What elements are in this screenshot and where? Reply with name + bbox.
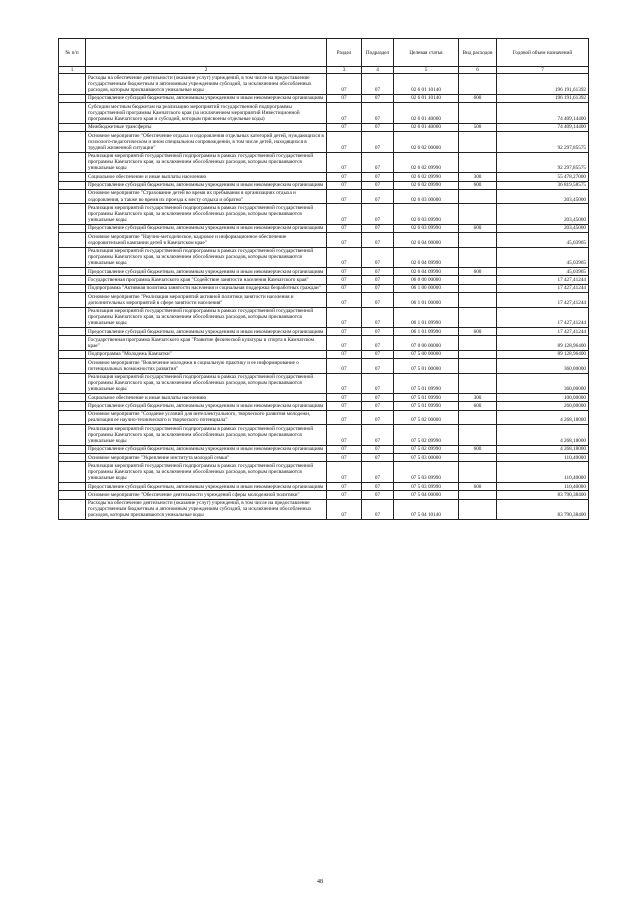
row-subsection-cell: 07	[362, 394, 394, 402]
row-section-cell: 07	[327, 394, 362, 402]
row-subsection-cell: 07	[362, 307, 394, 328]
row-subsection-cell: 07	[362, 491, 394, 499]
table-row	[59, 462, 589, 483]
row-target-cell: 07 5 03 09990	[394, 482, 459, 490]
row-amount-cell: 4 268,18000	[497, 410, 589, 424]
row-name-cell: Реализация мероприятий государственной подпрограммы в рамках государственной государственной программы Камчатского края, за исключением обособленных расходов, которым присваиваются уникальные коды	[86, 462, 327, 483]
row-expense-type-cell: 300	[459, 394, 497, 402]
table-row	[59, 132, 589, 153]
row-amount-cell: 110,40000	[497, 454, 589, 462]
row-amount-cell: 74 409,14400	[497, 103, 589, 124]
row-amount-cell: 89 128,96400	[497, 350, 589, 358]
row-number-cell	[59, 359, 86, 373]
row-subsection-cell: 07	[362, 173, 394, 181]
row-amount-cell: 110,40000	[497, 482, 589, 490]
row-target-cell: 07 5 03 00000	[394, 454, 459, 462]
row-number-cell	[59, 204, 86, 225]
header-target: Целевая статья	[394, 39, 459, 67]
row-subsection-cell: 07	[362, 328, 394, 336]
table-row	[59, 491, 589, 499]
index-cell: 2	[86, 67, 327, 74]
row-target-cell: 06 1 01 00000	[394, 293, 459, 307]
row-name-cell: Реализация мероприятий государственной подпрограммы в рамках государственной государственной программы Камчатского края, за исключением обособленных расходов, которым присваиваются уникальные коды	[86, 247, 327, 268]
row-amount-cell: 74 409,14400	[497, 123, 589, 131]
row-name-cell: Социальное обеспечение и иные выплаты населению	[86, 173, 327, 181]
row-expense-type-cell: 600	[459, 224, 497, 232]
row-target-cell: 02 6 04 09990	[394, 247, 459, 268]
row-name-cell: Реализация мероприятий государственной подпрограммы в рамках государственной государственной программы Камчатского края, за исключением обособленных расходов, которым присваиваются уникальные коды	[86, 204, 327, 225]
row-target-cell: 02 6 03 00000	[394, 189, 459, 203]
row-subsection-cell: 07	[362, 425, 394, 446]
row-target-cell: 02 6 04 00000	[394, 233, 459, 247]
row-section-cell: 07	[327, 482, 362, 490]
row-target-cell: 07 5 01 09990	[394, 373, 459, 394]
row-expense-type-cell	[459, 462, 497, 483]
row-number-cell	[59, 499, 86, 520]
row-name-cell: Государственная программа Камчатского края "Развитие физической культуры и спорта в Камчатском крае"	[86, 336, 327, 350]
table-row	[59, 152, 589, 173]
row-amount-cell: 45,03965	[497, 233, 589, 247]
table-row	[59, 402, 589, 410]
row-amount-cell: 196 191,61392	[497, 94, 589, 102]
row-section-cell: 07	[327, 233, 362, 247]
header-section: Раздел	[327, 39, 362, 67]
budget-table	[58, 38, 589, 520]
row-section-cell: 07	[327, 359, 362, 373]
index-cell: 4	[362, 67, 394, 74]
row-expense-type-cell: 500	[459, 123, 497, 131]
row-number-cell	[59, 103, 86, 124]
row-number-cell	[59, 350, 86, 358]
row-section-cell: 07	[327, 247, 362, 268]
table-row	[59, 373, 589, 394]
row-expense-type-cell	[459, 491, 497, 499]
row-target-cell: 07 5 01 09990	[394, 394, 459, 402]
row-number-cell	[59, 268, 86, 276]
row-amount-cell: 203,45000	[497, 204, 589, 225]
row-name-cell: Реализация мероприятий государственной подпрограммы в рамках государственной государственной программы Камчатского края, за исключением обособленных расходов, которым присваиваются уникальные коды	[86, 425, 327, 446]
row-number-cell	[59, 233, 86, 247]
row-subsection-cell: 07	[362, 373, 394, 394]
row-target-cell: 02 6 01 10140	[394, 74, 459, 95]
row-subsection-cell: 07	[362, 276, 394, 284]
row-number-cell	[59, 454, 86, 462]
table-row	[59, 276, 589, 284]
row-expense-type-cell	[459, 204, 497, 225]
row-subsection-cell: 07	[362, 233, 394, 247]
row-name-cell: Социальное обеспечение и иные выплаты населению	[86, 394, 327, 402]
table-row	[59, 284, 589, 292]
index-cell: 7	[497, 67, 589, 74]
row-target-cell: 07 5 00 00000	[394, 350, 459, 358]
row-section-cell: 07	[327, 491, 362, 499]
table-row	[59, 123, 589, 131]
row-subsection-cell: 07	[362, 350, 394, 358]
header-row	[59, 39, 589, 67]
row-name-cell: Реализация мероприятий государственной подпрограммы в рамках государственной государственной программы Камчатского края, за исключением обособленных расходов, которым присваиваются уникальные коды	[86, 373, 327, 394]
row-section-cell: 07	[327, 276, 362, 284]
row-target-cell: 07 0 00 00000	[394, 336, 459, 350]
row-number-cell	[59, 94, 86, 102]
row-number-cell	[59, 276, 86, 284]
row-section-cell: 07	[327, 454, 362, 462]
row-amount-cell: 360,00000	[497, 373, 589, 394]
table-row	[59, 247, 589, 268]
row-subsection-cell: 07	[362, 103, 394, 124]
row-expense-type-cell	[459, 189, 497, 203]
row-section-cell: 07	[327, 284, 362, 292]
table-body	[59, 74, 589, 520]
row-expense-type-cell	[459, 276, 497, 284]
row-target-cell: 02 6 03 09990	[394, 204, 459, 225]
index-cell: 6	[459, 67, 497, 74]
row-amount-cell: 36 819,58575	[497, 181, 589, 189]
row-amount-cell: 92 297,85575	[497, 132, 589, 153]
row-name-cell: Основное мероприятие "Реализация мероприятий активной политики занятости населения и дополнительных мероприятий в сфере занятости населения"	[86, 293, 327, 307]
table-row	[59, 499, 589, 520]
table-row	[59, 425, 589, 446]
row-name-cell: Реализация мероприятий государственной подпрограммы в рамках государственной государственной программы Камчатского края, за исключением обособленных расходов, которым присваиваются уникальные коды	[86, 152, 327, 173]
row-target-cell: 02 6 03 09990	[394, 224, 459, 232]
row-section-cell: 07	[327, 350, 362, 358]
index-row	[59, 67, 589, 74]
row-expense-type-cell: 600	[459, 482, 497, 490]
row-number-cell	[59, 373, 86, 394]
row-section-cell: 07	[327, 293, 362, 307]
row-expense-type-cell: 600	[459, 402, 497, 410]
row-number-cell	[59, 336, 86, 350]
row-name-cell: Межбюджетные трансферты	[86, 123, 327, 131]
row-name-cell: Основное мероприятие "Обеспечение отдыха и оздоровления отдельных категорий детей, нуждающихся в психолого-педагогическом и ином специальном сопровождении, в том числе детей, находящихся в трудной жизненной ситуации"	[86, 132, 327, 153]
row-expense-type-cell	[459, 293, 497, 307]
row-subsection-cell: 07	[362, 204, 394, 225]
table-row	[59, 482, 589, 490]
row-name-cell: Предоставление субсидий бюджетным, автономным учреждениям и иным некоммерческим организациям	[86, 94, 327, 102]
row-subsection-cell: 07	[362, 402, 394, 410]
header-name	[86, 39, 327, 67]
table-row	[59, 394, 589, 402]
row-subsection-cell: 07	[362, 224, 394, 232]
row-name-cell: Предоставление субсидий бюджетным, автономным учреждениям и иным некоммерческим организациям	[86, 445, 327, 453]
row-section-cell: 07	[327, 74, 362, 95]
row-section-cell: 07	[327, 152, 362, 173]
row-expense-type-cell	[459, 454, 497, 462]
row-name-cell: Расходы на обеспечение деятельности (оказание услуг) учреждений, в том числе на предоставление государственным бюджетным и автономным учреждениям субсидий, за исключением обособленных расходов, которым присваиваются уникальные коды	[86, 499, 327, 520]
row-subsection-cell: 07	[362, 247, 394, 268]
row-target-cell: 07 5 02 00000	[394, 410, 459, 424]
row-subsection-cell: 07	[362, 268, 394, 276]
row-section-cell: 07	[327, 173, 362, 181]
row-name-cell: Основное мероприятие "Вовлечение молодежи в социальную практику и ее информирование о потенциальных возможностях развития"	[86, 359, 327, 373]
row-section-cell: 07	[327, 123, 362, 131]
row-name-cell: Предоставление субсидий бюджетным, автономным учреждениям и иным некоммерческим организациям	[86, 328, 327, 336]
row-expense-type-cell: 600	[459, 181, 497, 189]
row-section-cell: 07	[327, 445, 362, 453]
row-expense-type-cell: 300	[459, 173, 497, 181]
row-section-cell: 07	[327, 189, 362, 203]
row-target-cell: 07 5 03 09990	[394, 462, 459, 483]
table-row	[59, 233, 589, 247]
table-row	[59, 103, 589, 124]
row-section-cell: 07	[327, 224, 362, 232]
row-name-cell: Основное мероприятие "Научно-методическое, кадровое и информационное обеспечение оздоровительной кампании детей в Камчатском крае"	[86, 233, 327, 247]
row-number-cell	[59, 152, 86, 173]
row-amount-cell: 17 427,41244	[497, 276, 589, 284]
row-number-cell	[59, 173, 86, 181]
table-row	[59, 204, 589, 225]
table-row	[59, 454, 589, 462]
row-expense-type-cell: 600	[459, 94, 497, 102]
row-number-cell	[59, 189, 86, 203]
row-number-cell	[59, 181, 86, 189]
row-target-cell: 07 5 01 09990	[394, 402, 459, 410]
row-number-cell	[59, 425, 86, 446]
row-number-cell	[59, 247, 86, 268]
row-amount-cell: 260,00000	[497, 402, 589, 410]
table-row	[59, 94, 589, 102]
row-target-cell: 02 6 01 10140	[394, 94, 459, 102]
index-cell: 1	[59, 67, 86, 74]
row-expense-type-cell	[459, 284, 497, 292]
row-amount-cell: 110,40000	[497, 462, 589, 483]
row-expense-type-cell	[459, 350, 497, 358]
row-section-cell: 07	[327, 373, 362, 394]
table-row	[59, 359, 589, 373]
row-number-cell	[59, 284, 86, 292]
row-number-cell	[59, 307, 86, 328]
row-target-cell: 07 5 04 00000	[394, 491, 459, 499]
row-section-cell: 07	[327, 132, 362, 153]
row-amount-cell: 360,00000	[497, 359, 589, 373]
row-expense-type-cell: 600	[459, 328, 497, 336]
document-page	[58, 38, 588, 520]
row-expense-type-cell: 600	[459, 445, 497, 453]
row-subsection-cell: 07	[362, 462, 394, 483]
row-number-cell	[59, 74, 86, 95]
row-subsection-cell: 07	[362, 293, 394, 307]
row-target-cell: 02 6 02 09990	[394, 173, 459, 181]
row-expense-type-cell	[459, 373, 497, 394]
row-expense-type-cell: 600	[459, 268, 497, 276]
row-amount-cell: 83 790,38400	[497, 491, 589, 499]
row-section-cell: 07	[327, 462, 362, 483]
row-section-cell: 07	[327, 103, 362, 124]
row-number-cell	[59, 462, 86, 483]
row-section-cell: 07	[327, 425, 362, 446]
row-amount-cell: 196 191,61392	[497, 74, 589, 95]
row-section-cell: 07	[327, 268, 362, 276]
row-subsection-cell: 07	[362, 152, 394, 173]
row-section-cell: 07	[327, 94, 362, 102]
row-number-cell	[59, 132, 86, 153]
row-amount-cell: 89 128,96400	[497, 336, 589, 350]
row-amount-cell: 17 427,41244	[497, 328, 589, 336]
index-cell: 3	[327, 67, 362, 74]
row-section-cell: 07	[327, 328, 362, 336]
row-subsection-cell: 07	[362, 410, 394, 424]
table-row	[59, 445, 589, 453]
row-target-cell: 06 1 00 00000	[394, 284, 459, 292]
row-number-cell	[59, 293, 86, 307]
row-subsection-cell: 07	[362, 284, 394, 292]
row-target-cell: 07 5 04 10140	[394, 499, 459, 520]
page-number: 48	[317, 879, 323, 885]
table-row	[59, 336, 589, 350]
row-subsection-cell: 07	[362, 499, 394, 520]
row-number-cell	[59, 491, 86, 499]
row-name-cell: Расходы на обеспечение деятельности (оказание услуг) учреждений, в том числе на предоставление государственным бюджетным и автономным учреждениям субсидий, за исключением обособленных расходов, которым присваиваются уникальные коды	[86, 74, 327, 95]
header-expense-type: Вид расходов	[459, 39, 497, 67]
row-expense-type-cell	[459, 74, 497, 95]
table-row	[59, 74, 589, 95]
row-subsection-cell: 07	[362, 454, 394, 462]
row-amount-cell: 17 427,41244	[497, 293, 589, 307]
row-subsection-cell: 07	[362, 94, 394, 102]
row-name-cell: Предоставление субсидий бюджетным, автономным учреждениям и иным некоммерческим организациям	[86, 268, 327, 276]
row-name-cell: Предоставление субсидий бюджетным, автономным учреждениям и иным некоммерческим организациям	[86, 181, 327, 189]
table-row	[59, 268, 589, 276]
row-subsection-cell: 07	[362, 181, 394, 189]
row-subsection-cell: 07	[362, 74, 394, 95]
row-target-cell: 02 6 04 09990	[394, 268, 459, 276]
table-row	[59, 173, 589, 181]
table-row	[59, 293, 589, 307]
row-target-cell: 02 6 01 40060	[394, 123, 459, 131]
row-number-cell	[59, 445, 86, 453]
row-expense-type-cell	[459, 425, 497, 446]
row-target-cell: 02 6 02 09990	[394, 181, 459, 189]
row-expense-type-cell	[459, 103, 497, 124]
row-target-cell: 07 5 01 00000	[394, 359, 459, 373]
row-target-cell: 06 1 01 09990	[394, 307, 459, 328]
row-subsection-cell: 07	[362, 445, 394, 453]
row-amount-cell: 4 268,18000	[497, 425, 589, 446]
index-cell: 5	[394, 67, 459, 74]
row-number-cell	[59, 328, 86, 336]
row-name-cell: Подпрограмма "Молодежь Камчатки"	[86, 350, 327, 358]
row-name-cell: Реализация мероприятий государственной подпрограммы в рамках государственной государственной программы Камчатского края, за исключением обособленных расходов, которым присваиваются уникальные коды	[86, 307, 327, 328]
row-section-cell: 07	[327, 499, 362, 520]
row-section-cell: 07	[327, 204, 362, 225]
row-subsection-cell: 07	[362, 132, 394, 153]
row-number-cell	[59, 123, 86, 131]
row-expense-type-cell	[459, 307, 497, 328]
row-target-cell: 02 6 01 40060	[394, 103, 459, 124]
row-number-cell	[59, 224, 86, 232]
row-name-cell: Основное мероприятие "Обеспечение деятельности учреждений сферы молодежной политики"	[86, 491, 327, 499]
row-subsection-cell: 07	[362, 359, 394, 373]
table-row	[59, 350, 589, 358]
row-expense-type-cell	[459, 410, 497, 424]
header-num: № п/п	[59, 39, 86, 67]
row-name-cell: Предоставление субсидий бюджетным, автономным учреждениям и иным некоммерческим организациям	[86, 224, 327, 232]
row-name-cell: Государственная программа Камчатского края "Содействие занятости населения Камчатского края"	[86, 276, 327, 284]
row-section-cell: 07	[327, 336, 362, 350]
row-subsection-cell: 07	[362, 336, 394, 350]
row-target-cell: 07 5 02 09990	[394, 425, 459, 446]
row-expense-type-cell	[459, 499, 497, 520]
row-amount-cell: 203,45000	[497, 224, 589, 232]
table-row	[59, 189, 589, 203]
row-number-cell	[59, 402, 86, 410]
row-amount-cell: 45,03965	[497, 268, 589, 276]
row-target-cell: 07 5 02 09990	[394, 445, 459, 453]
row-amount-cell: 83 790,38400	[497, 499, 589, 520]
table-row	[59, 410, 589, 424]
row-name-cell: Субсидии местным бюджетам на реализацию мероприятий государственной подпрограммы государственной программы Камчатского края (за исключением мероприятий Инвестиционной программы Камчатского края и субсидий, которым присвоены отдельные коды)	[86, 103, 327, 124]
row-amount-cell: 17 427,41244	[497, 284, 589, 292]
table-row	[59, 224, 589, 232]
row-subsection-cell: 07	[362, 189, 394, 203]
row-expense-type-cell	[459, 132, 497, 153]
row-name-cell: Основное мероприятие "Укрепление института молодой семьи"	[86, 454, 327, 462]
row-target-cell: 06 1 01 09990	[394, 328, 459, 336]
row-name-cell: Предоставление субсидий бюджетным, автономным учреждениям и иным некоммерческим организациям	[86, 402, 327, 410]
row-subsection-cell: 07	[362, 123, 394, 131]
row-section-cell: 07	[327, 181, 362, 189]
row-section-cell: 07	[327, 307, 362, 328]
row-expense-type-cell	[459, 247, 497, 268]
row-section-cell: 07	[327, 410, 362, 424]
row-amount-cell: 45,03965	[497, 247, 589, 268]
row-name-cell: Предоставление субсидий бюджетным, автономным учреждениям и иным некоммерческим организациям	[86, 482, 327, 490]
row-target-cell: 02 6 02 00000	[394, 132, 459, 153]
row-target-cell: 02 6 02 09990	[394, 152, 459, 173]
row-name-cell: Основное мероприятие "Страхование детей во время их пребывания в организациях отдыха и оздоровления, а также во время их проезда к месту отдыха и обратно"	[86, 189, 327, 203]
row-name-cell: Основное мероприятие "Создание условий для интеллектуального, творческого развития молодежи, реализация ее научно-технического и творческого потенциала"	[86, 410, 327, 424]
row-number-cell	[59, 410, 86, 424]
table-row	[59, 181, 589, 189]
row-number-cell	[59, 394, 86, 402]
table-row	[59, 307, 589, 328]
row-expense-type-cell	[459, 152, 497, 173]
row-section-cell: 07	[327, 402, 362, 410]
row-amount-cell: 17 427,41244	[497, 307, 589, 328]
row-amount-cell: 4 268,18000	[497, 445, 589, 453]
row-expense-type-cell	[459, 233, 497, 247]
row-expense-type-cell	[459, 336, 497, 350]
row-number-cell	[59, 482, 86, 490]
header-amount: Годовой объем назначений	[497, 39, 589, 67]
header-subsection: Подраздел	[362, 39, 394, 67]
row-name-cell: Подпрограмма "Активная политика занятости населения и социальная поддержка безработных граждан"	[86, 284, 327, 292]
row-amount-cell: 203,45000	[497, 189, 589, 203]
row-amount-cell: 100,00000	[497, 394, 589, 402]
row-amount-cell: 55 478,27000	[497, 173, 589, 181]
row-subsection-cell: 07	[362, 482, 394, 490]
row-target-cell: 06 0 00 00000	[394, 276, 459, 284]
table-row	[59, 328, 589, 336]
row-amount-cell: 92 297,85575	[497, 152, 589, 173]
row-expense-type-cell	[459, 359, 497, 373]
